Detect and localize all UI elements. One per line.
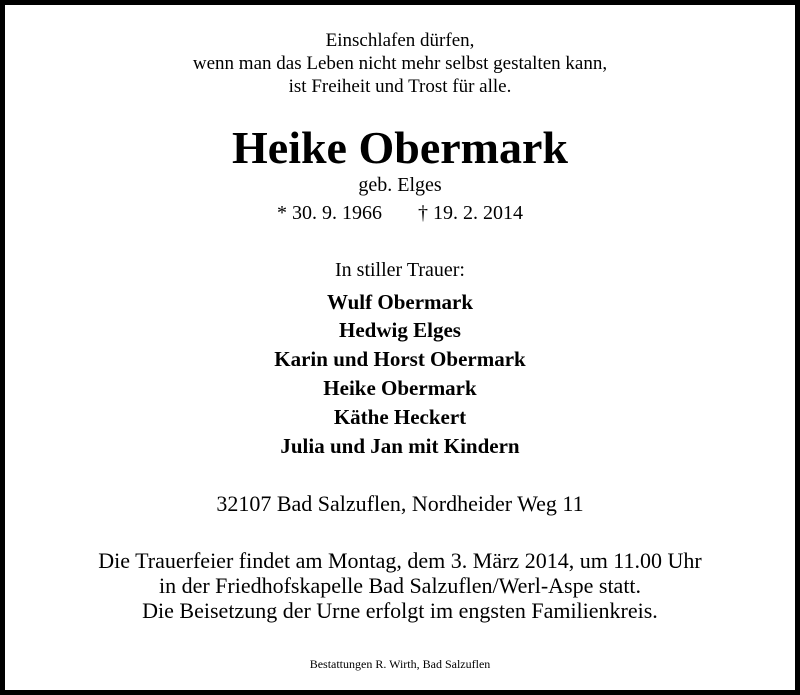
deceased-name: Heike Obermark: [232, 122, 568, 173]
mourner-name: Hedwig Elges: [339, 318, 461, 342]
life-dates: [5, 201, 795, 225]
mourner-name: Wulf Obermark: [326, 290, 474, 314]
mourner-name: Julia und Jan mit Kindern: [280, 434, 520, 458]
undertaker-credit: Bestattungen R. Wirth, Bad Salzuflen: [309, 657, 491, 671]
family-address: 32107 Bad Salzuflen, Nordheider Weg 11: [216, 491, 584, 516]
ceremony-line-2: in der Friedhofskapelle Bad Salzuflen/Werl-Aspe statt.: [158, 573, 642, 598]
mourner-name: Heike Obermark: [323, 376, 477, 400]
mourner-name: Käthe Heckert: [333, 405, 467, 429]
death-date: † 19. 2. 2014: [418, 202, 523, 224]
mourners-intro: In stiller Trauer:: [335, 259, 465, 281]
motto-line-2: wenn man das Leben nicht mehr selbst gestalten kann,: [192, 53, 608, 74]
mourner-name: Karin und Horst Obermark: [274, 347, 526, 371]
motto-line-1: Einschlafen dürfen,: [325, 30, 475, 51]
motto-line-3: ist Freiheit und Trost für alle.: [288, 76, 512, 97]
birth-date: * 30. 9. 1966: [277, 202, 382, 224]
ceremony-line-3: Die Beisetzung der Urne erfolgt im engsten Familienkreis.: [142, 598, 658, 623]
maiden-name: geb. Elges: [358, 174, 442, 196]
ceremony-line-1: Die Trauerfeier findet am Montag, dem 3. März 2014, um 11.00 Uhr: [98, 548, 702, 573]
